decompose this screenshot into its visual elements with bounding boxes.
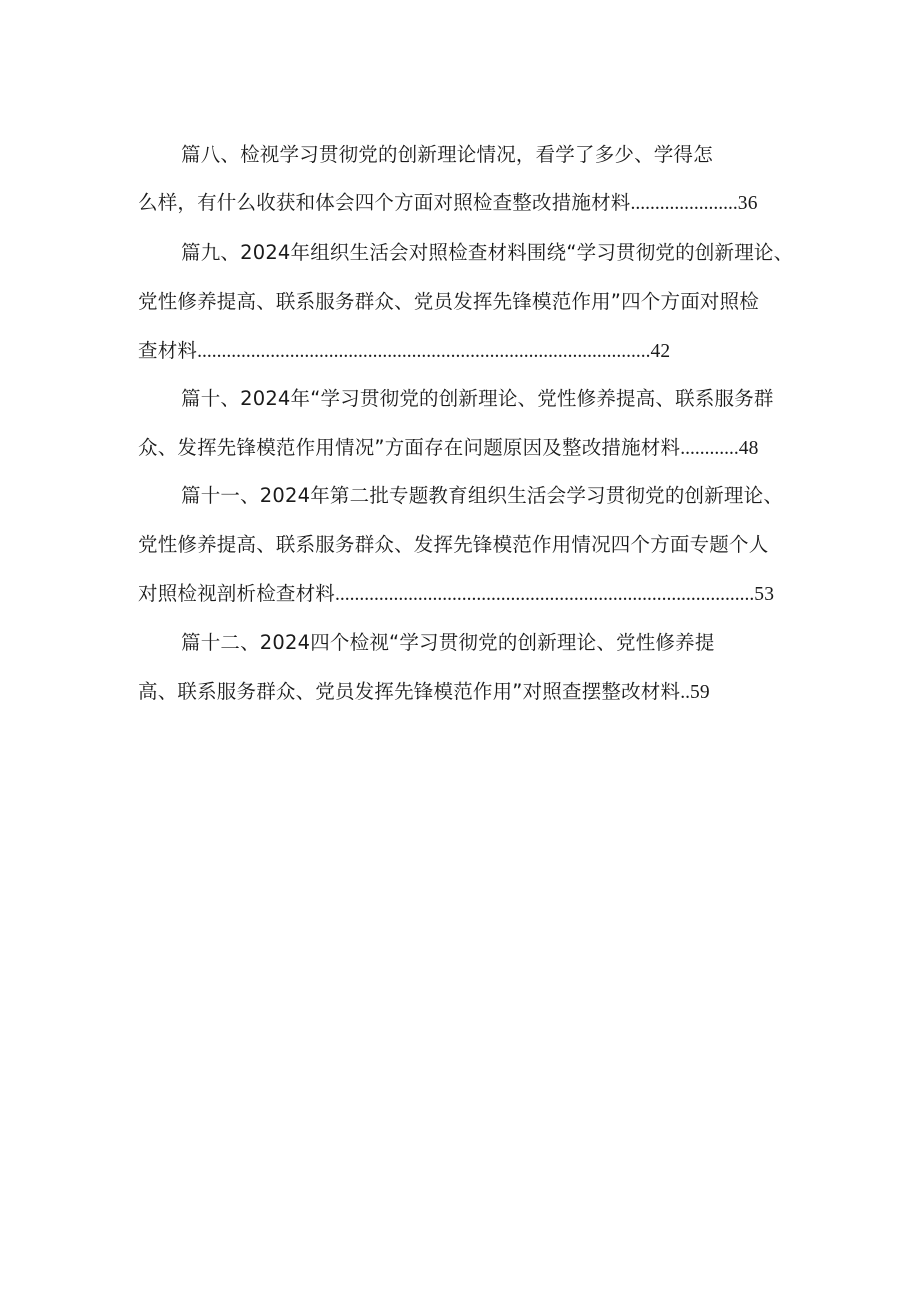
toc-entry-8-leader: ...................... [630, 193, 738, 214]
toc-entry-11-leader: ...................................................................................... [335, 584, 755, 605]
toc-entry-11-line-1 [181, 478, 783, 514]
toc-entry-12-text-1: 篇十二、2024四个检视“学习贯彻党的创新理论、党性修养提 [181, 631, 715, 654]
toc-entry-11-line-3 [138, 576, 774, 612]
toc-entry-9-text-1: 篇九、2024年组织生活会对照检查材料围绕“学习贯彻党的创新理论、 [181, 241, 794, 264]
toc-entry-10-text-1: 篇十、2024年“学习贯彻党的创新理论、党性修养提高、联系服务群 [181, 387, 774, 410]
toc-entry-9-line-3 [138, 333, 670, 369]
toc-entry-11-text-2: 党性修养提高、联系服务群众、发挥先锋模范作用情况四个方面专题个人 [138, 533, 769, 556]
toc-entry-8-line-1 [181, 137, 713, 173]
toc-entry-12-text-2: 高、联系服务群众、党员发挥先锋模范作用”对照查摆整改材料 [138, 680, 681, 703]
toc-entry-10-line-2 [138, 430, 759, 466]
toc-entry-10-page-number: 48 [738, 438, 759, 459]
toc-entry-9-text-3: 查材料 [138, 339, 198, 362]
toc-entry-11-line-2 [138, 527, 768, 563]
toc-entry-9-line-2 [138, 284, 759, 320]
toc-entry-12-page-number: 59 [689, 682, 710, 703]
toc-entry-11-text-3: 对照检视剖析检查材料 [138, 582, 336, 605]
toc-entry-8-line-2 [138, 185, 758, 221]
toc-entry-11-text-1: 篇十一、2024年第二批专题教育组织生活会学习贯彻党的创新理论、 [181, 484, 784, 507]
toc-entry-12-line-1 [181, 625, 715, 661]
toc-entry-9-page-number: 42 [650, 341, 671, 362]
toc-entry-8-page-number: 36 [737, 193, 758, 214]
toc-entry-9-leader: ............................................................................................. [197, 341, 651, 362]
toc-entry-12-line-2 [138, 674, 710, 710]
toc-entry-11-page-number: 53 [754, 584, 775, 605]
toc-entry-10-line-1 [181, 381, 774, 417]
toc-entry-12-leader: .. [680, 682, 690, 703]
toc-entry-8-text-1: 篇八、检视学习贯彻党的创新理论情况，看学了多少、学得怎 [181, 143, 713, 166]
toc-entry-10-text-2: 众、发挥先锋模范作用情况”方面存在问题原因及整改措施材料 [138, 436, 681, 459]
toc-entry-9-line-1 [181, 235, 793, 271]
toc-entry-10-leader: ............ [680, 438, 739, 459]
toc-entry-9-text-2: 党性修养提高、联系服务群众、党员发挥先锋模范作用”四个方面对照检 [138, 290, 760, 313]
toc-entry-8-text-2: 么样，有什么收获和体会四个方面对照检查整改措施材料 [138, 191, 631, 214]
